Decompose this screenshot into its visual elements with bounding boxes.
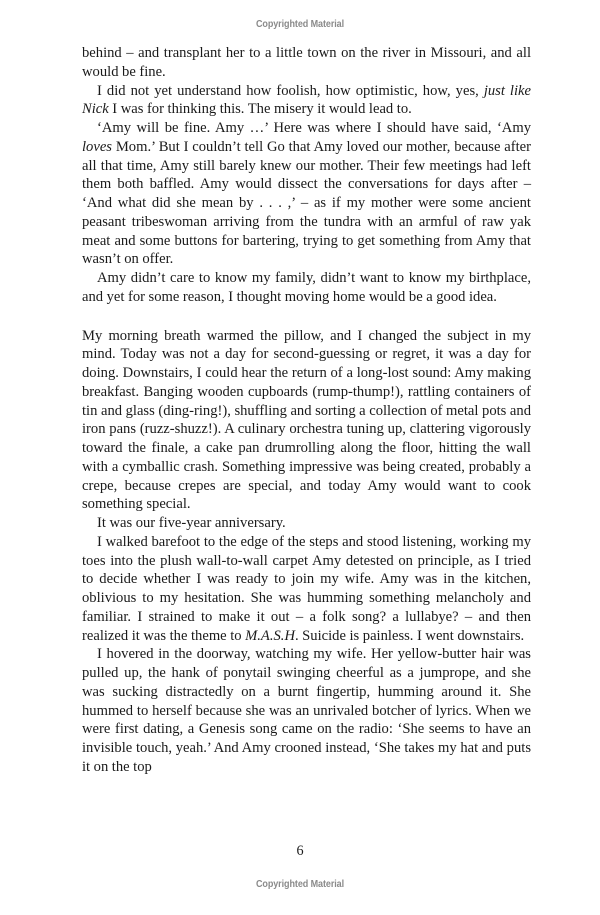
text-run: Mom.’ But I couldn’t tell Go that Amy loved our mother, because after all that time, Amy still barely knew our mother. Their few meetings had left them both baffled. Amy would dissect the conversations for days after – ‘And what did she mean by . . . ,’ – as if my mother were some ancient peasant tribeswoman arriving from the tundra with an armful of raw yak meat and some buttons for bartering, trying to get something from Amy that wasn’t on offer. — [82, 138, 531, 268]
copyright-watermark-bottom: Copyrighted Material — [255, 878, 345, 890]
paragraph — [82, 327, 531, 515]
text-run: I did not yet understand how foolish, how optimistic, how, yes, — [97, 82, 484, 99]
text-run: I hovered in the doorway, watching my wife. Her yellow-butter hair was pulled up, the hank of ponytail swinging cheerful as a jumprope, and she was sucking distractedly on a burnt fingertip, humming around it. She hummed to herself because she was an unrivaled botcher of lyrics. When we were first dating, a Genesis song came on the radio: ‘She seems to have an invisible touch, yeah.’ And Amy crooned instead, ‘She takes my hat and puts it on the top — [82, 646, 531, 775]
paragraph — [82, 645, 531, 776]
italic-run: M.A.S.H — [245, 627, 295, 644]
paragraph — [82, 44, 531, 82]
paragraph — [82, 514, 531, 533]
text-run: Amy didn’t care to know my family, didn’t want to know my birthplace, and yet for some reason, I thought moving home would be a good idea. — [82, 270, 531, 305]
text-run: I was for thinking this. The misery it would lead to. — [108, 101, 412, 118]
text-run: It was our five-year anniversary. — [97, 515, 286, 531]
italic-run: loves — [82, 138, 112, 155]
paragraph — [82, 269, 531, 307]
text-run: behind – and transplant her to a little town on the river in Missouri, and all would be fine. — [82, 45, 531, 80]
paragraph — [82, 82, 531, 120]
copyright-watermark-top: Copyrighted Material — [255, 18, 345, 30]
section-break — [82, 307, 531, 327]
paragraph — [82, 119, 531, 269]
paragraph-list — [82, 44, 531, 777]
text-run: . Suicide is painless. I went downstairs. — [294, 627, 525, 644]
italic-run: just like Nick — [82, 82, 531, 118]
text-run: I walked barefoot to the edge of the steps and stood listening, working my toes into the plush wall-to-wall carpet Amy detested on principle, as I tried to decide whether I was ready to join my wife. Amy was in the kitchen, oblivious to my hesitation. She was humming something melancholy and familiar. I strained to make it out – a folk song? a lullabye? – and then realized it was the theme to — [82, 533, 531, 644]
page-number: 6 — [296, 843, 304, 859]
text-run: ‘Amy will be fine. Amy …’ Here was where I should have said, ‘Amy — [97, 120, 531, 136]
paragraph — [82, 533, 531, 646]
body-text-column — [82, 44, 531, 777]
text-run: My morning breath warmed the pillow, and I changed the subject in my mind. Today was not a day for second-guessing or regret, it was a day for doing. Downstairs, I could hear the return of a long-lost sound: Amy making breakfast. Banging wooden cupboards (rump-thump!), rattling containers of tin and glass (ding-ring!), shuffling and sorting a collection of metal pots and iron pans (ruzz-shuzz!). A culinary orchestra tuning up, clattering vigorously toward the finale, a cake pan drumrolling along the floor, hitting the wall with a cymballic crash. Something impressive was being created, probably a crepe, because crepes are special, and today Amy would want to cook something special. — [82, 327, 531, 513]
